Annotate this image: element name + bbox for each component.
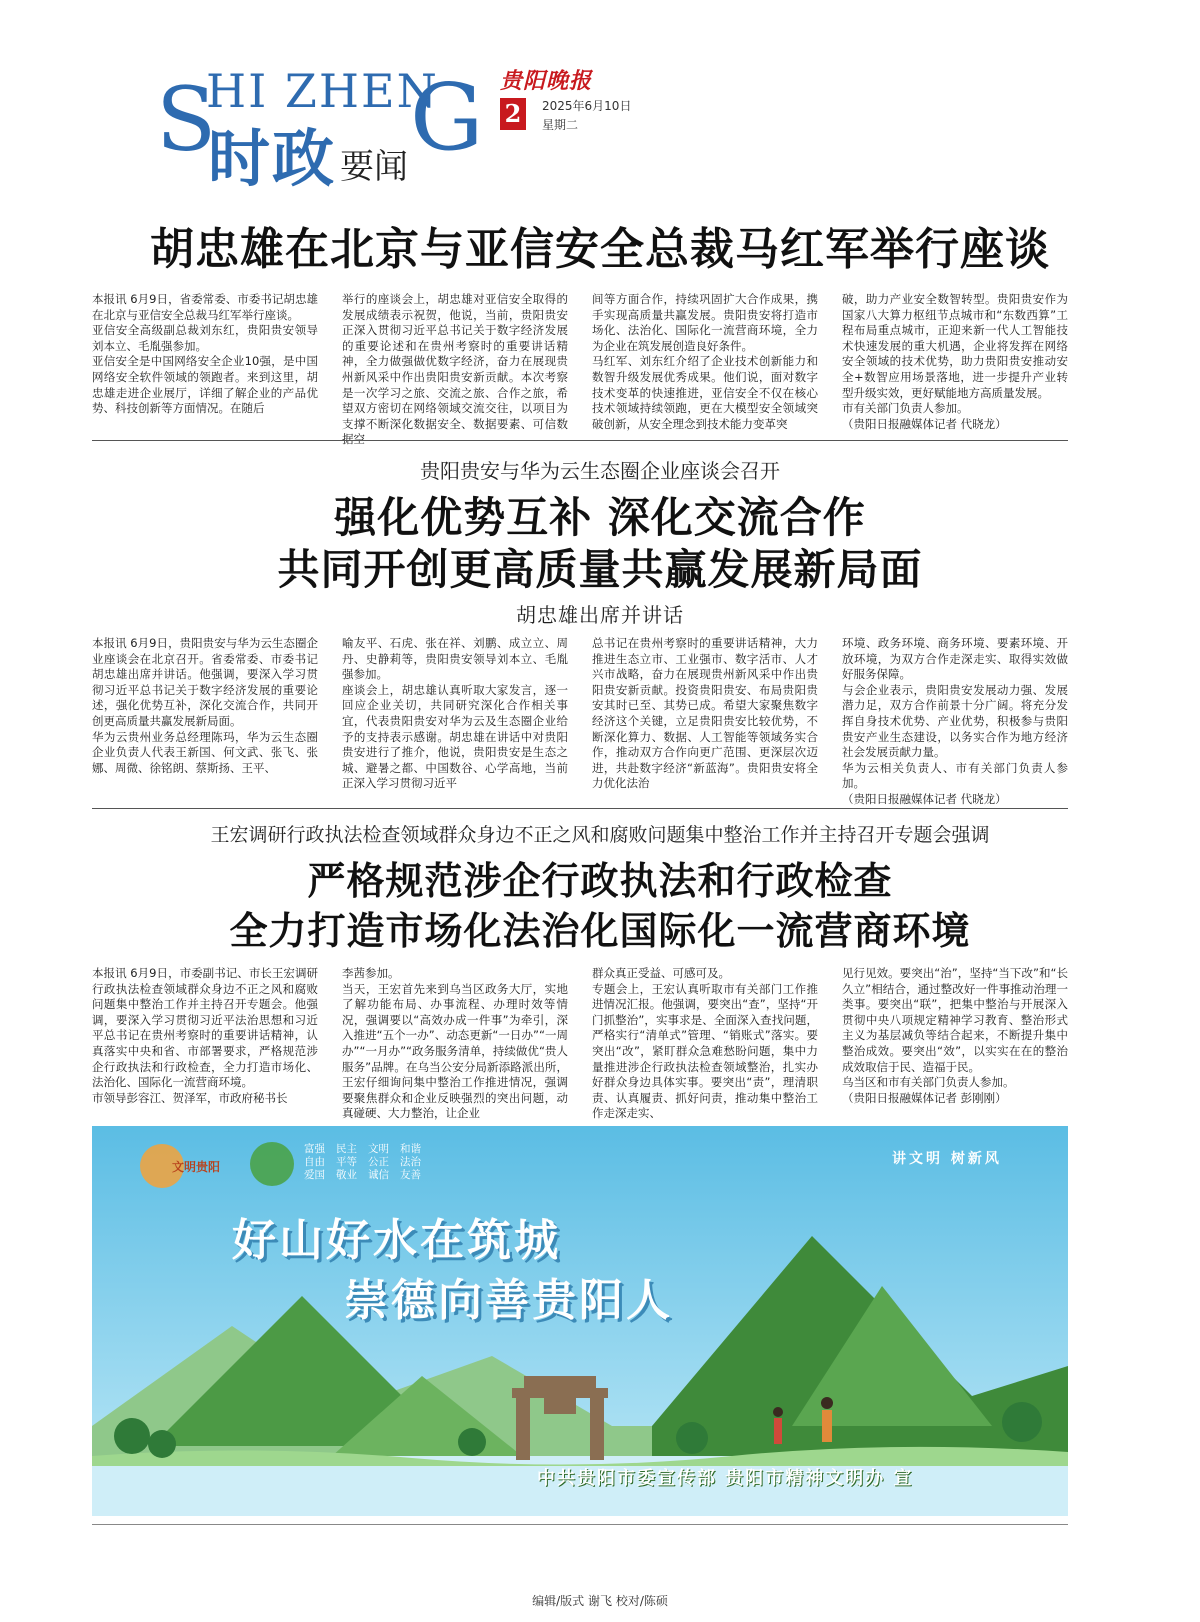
page-credits: 编辑/版式 谢飞 校对/陈硕 [532,1594,668,1608]
section-divider [92,808,1068,809]
masthead-letter-g: G [410,64,484,171]
banner-credit: 中共贵阳市委宣传部 贵阳市精神文明办 宣 [537,1468,914,1489]
civility-banner [92,1126,1068,1516]
article1-body [92,292,1068,448]
core-value: 法治 [400,1156,421,1168]
article2-deck: 胡忠雄出席并讲话 [516,603,684,627]
section-title: 时政 [208,122,337,195]
core-value: 公正 [368,1156,389,1168]
banner-slogan: 讲文明 树新风 [892,1151,1002,1167]
newspaper-logo: 贵阳晚报 [500,68,593,94]
banner-headline-line1: 好山好水在筑城 [232,1215,561,1266]
article3-column: 李茜参加。 当天，王宏首先来到乌当区政务大厅，实地了解功能布局、办事流程、办理时效等情况，强调要以“高效办成一件事”为牵引，深入推进“五个一办”、动态更新“一日办”“一周办”“一月办”“政务服务清单，持续做优“贵人服务”品牌。在乌当公安分局新添路派出所，王宏仔细询问集中整治工作推进情况，强调要聚焦群众和企业反映强烈的突出问题，动真碰硬、大力整治，让企业 [342,966,568,1121]
core-value: 自由 [304,1156,325,1168]
article3-column: 群众真正受益、可感可及。 专题会上，王宏认真听取市有关部门工作推进情况汇报。他强调，要突出“查”，坚持“开门抓整治”，实事求是、全面深入查找问题，严格实行“清单式”管理、“销账式”落实。要突出“改”，紧盯群众急难愁盼问题，集中力量推进涉企行政执法检查领域整治，扎实办好群众身边具体实事。要突出“责”，理清职责、认真履责、抓好问责，推动集中整治工作走深走实、 [592,966,818,1121]
article1-column: 间等方面合作，持续巩固扩大合作成果，携手实现高质量共赢发展。贵阳贵安将打造市场化、法治化、国际化一流营商环境，全力为企业在筑发展创造良好条件。 马红军、刘东红介绍了企业技术创新能力和数智升级发展优秀成果。他们说，面对数字技术变革的快速推进，亚信安全不仅在核心技术领域持续领跑，更在大模型安全领域突破创新，从安全理念到技术能力变革突 [592,292,818,431]
article2-headline-line2: 共同开创更高质量共赢发展新局面 [277,545,923,594]
core-value: 平等 [336,1156,357,1168]
issue-date: 2025年6月10日 [542,99,632,113]
banner-headline-line2: 崇德向善贵阳人 [344,1275,673,1326]
core-values-grid [304,1144,424,1181]
article2-column: 环境、政务环境、商务环境、要素环境、开放环境，为双方合作走深走实、取得实效做好服务保障。 与会企业表示，贵阳贵安发展动力强、发展潜力足，双方合作前景十分广阔。将充分发挥自身技术优势、产业优势，积极参与贵阳贵安产业生态建设，以务实合作为地方经济社会发展贡献力量。 华为云相关负责人、市有关部门负责人参加。 （贵阳日报融媒体记者 代晓龙） [842,636,1068,806]
article1-column: 破，助力产业安全数智转型。贵阳贵安作为国家八大算力枢纽节点城市和“东数西算”工程布局重点城市，正迎来新一代人工智能技术快速发展的重大机遇，企业将发挥在网络安全领域的技术优势，助力贵阳贵安推动安全+数智应用场景落地，进一步提升产业转型升级实效，更好赋能地方高质量发展。 市有关部门负责人参加。 （贵阳日报融媒体记者 代晓龙） [842,292,1068,431]
core-value: 和谐 [400,1143,421,1155]
core-value: 民主 [336,1143,357,1155]
section-subtitle: 要闻 [340,147,408,187]
footer-divider [92,1524,1068,1525]
article3-headline-line2: 全力打造市场化法治化国际化一流营商环境 [229,909,971,953]
issue-weekday: 星期二 [542,118,579,132]
article2-headline-line1: 强化优势互补 深化交流合作 [334,493,866,542]
article1-column: 举行的座谈会上，胡忠雄对亚信安全取得的发展成绩表示祝贺，他说，当前，贵阳贵安正深入贯彻习近平总书记关于数字经济发展的重要论述和在贵州考察时的重要讲话精神，全力做强做优数字经济，奋力在展现贵州新风采中作出贵阳贵安新贡献。本次考察是一次学习之旅、交流之旅、合作之旅，希望双方密切在网络领域交流交往，以项目为支撑不断深化数据安全、数据要素、可信数据空 [342,292,568,447]
article3-headline-line1: 严格规范涉企行政执法和行政检查 [307,859,893,903]
values-emblem-icon [250,1142,294,1186]
core-value: 友善 [400,1169,421,1181]
masthead-letter-s: S [156,68,217,171]
article2-column: 喻友平、石虎、张在祥、刘鹏、成立立、周丹、史静莉等，贵阳贵安领导刘本立、毛胤强参加。 座谈会上，胡忠雄认真听取大家发言，逐一回应企业关切，共同研究深化合作相关事宜，代表贵阳贵安对华为云及生态圈企业给予的支持表示感谢。胡忠雄在讲话中对贵阳贵安进行了推介，他说，贵阳贵安是生态之城、避暑之都、中国数谷、心学高地，当前正深入学习贯彻习近平 [342,636,568,791]
article3-column: 见行见效。要突出“治”，坚持“当下改”和“长久立”相结合，通过整改好一件事推动治理一类事。要突出“联”，把集中整治与开展深入贯彻中央八项规定精神学习教育、整治形式主义为基层减负等结合起来，不断提升集中整治成效。要突出“效”，以实实在在的整治成效取信于民、造福于民。 乌当区和市有关部门负责人参加。 （贵阳日报融媒体记者 彭刚刚） [842,966,1068,1105]
article3-kicker: 王宏调研行政执法检查领域群众身边不正之风和腐败问题集中整治工作并主持召开专题会强调 [210,824,990,846]
article2-column: 本报讯 6月9日，贵阳贵安与华为云生态圈企业座谈会在北京召开。省委常委、市委书记胡忠雄出席并讲话。他强调，要深入学习贯彻习近平总书记关于数字经济发展的重要论述，强化优势互补，深化交流合作，共同开创更高质量共赢发展新局面。 华为云贵州业务总经理陈玛，华为云生态圈企业负责人代表王新国、何文武、张飞、张娜、周微、徐铭朗、蔡斯扬、王平、 [92,636,318,775]
masthead-letters-hi-zhen: HI ZHEN [206,64,439,118]
article2-body [92,636,1068,808]
core-value: 爱国 [304,1169,325,1181]
page-number: 2 [500,98,526,130]
article1-headline: 胡忠雄在北京与亚信安全总裁马红军举行座谈 [150,224,1050,275]
core-value: 富强 [304,1143,325,1155]
core-value: 文明 [368,1143,389,1155]
banner-logo-text: 文明贵阳 [172,1160,221,1174]
article1-column: 本报讯 6月9日，省委常委、市委书记胡忠雄在北京与亚信安全总裁马红军举行座谈。 亚信安全高级副总裁刘东红，贵阳贵安领导刘本立、毛胤强参加。 亚信安全是中国网络安全企业10强，是中国网络安全软件领域的领跑者。来到这里，胡忠雄走进企业展厅，详细了解企业的产品优势、科技创新等方面情况。在随后 [92,292,318,416]
article2-kicker: 贵阳贵安与华为云生态圈企业座谈会召开 [420,459,780,483]
core-value: 诚信 [368,1169,389,1181]
core-value: 敬业 [336,1169,357,1181]
article3-column: 本报讯 6月9日，市委副书记、市长王宏调研行政执法检查领域群众身边不正之风和腐败问题集中整治工作并主持召开专题会。他强调，要深入学习贯彻习近平法治思想和习近平总书记在贵州考察时的重要讲话精神，认真落实中央和省、市部署要求，严格规范涉企行政执法和行政检查，全力打造市场化、法治化、国际化一流营商环境。 市领导彭容江、贺泽军，市政府秘书长 [92,966,318,1105]
article3-body [92,966,1068,1122]
section-divider [92,440,1068,441]
article2-column: 总书记在贵州考察时的重要讲话精神，大力推进生态立市、工业强市、数字活市、人才兴市战略，奋力在展现贵州新风采中作出贵阳贵安新贡献。投资贵阳贵安、布局贵阳贵安其时已至、其势已成。希望大家聚焦数字经济这个关键，立足贵阳贵安比较优势，不断深化算力、数据、人工智能等领域务实合作，推动双方合作向更广范围、更深层次迈进，共赴数字经济“新蓝海”。贵阳贵安将全力优化法治 [592,636,818,791]
